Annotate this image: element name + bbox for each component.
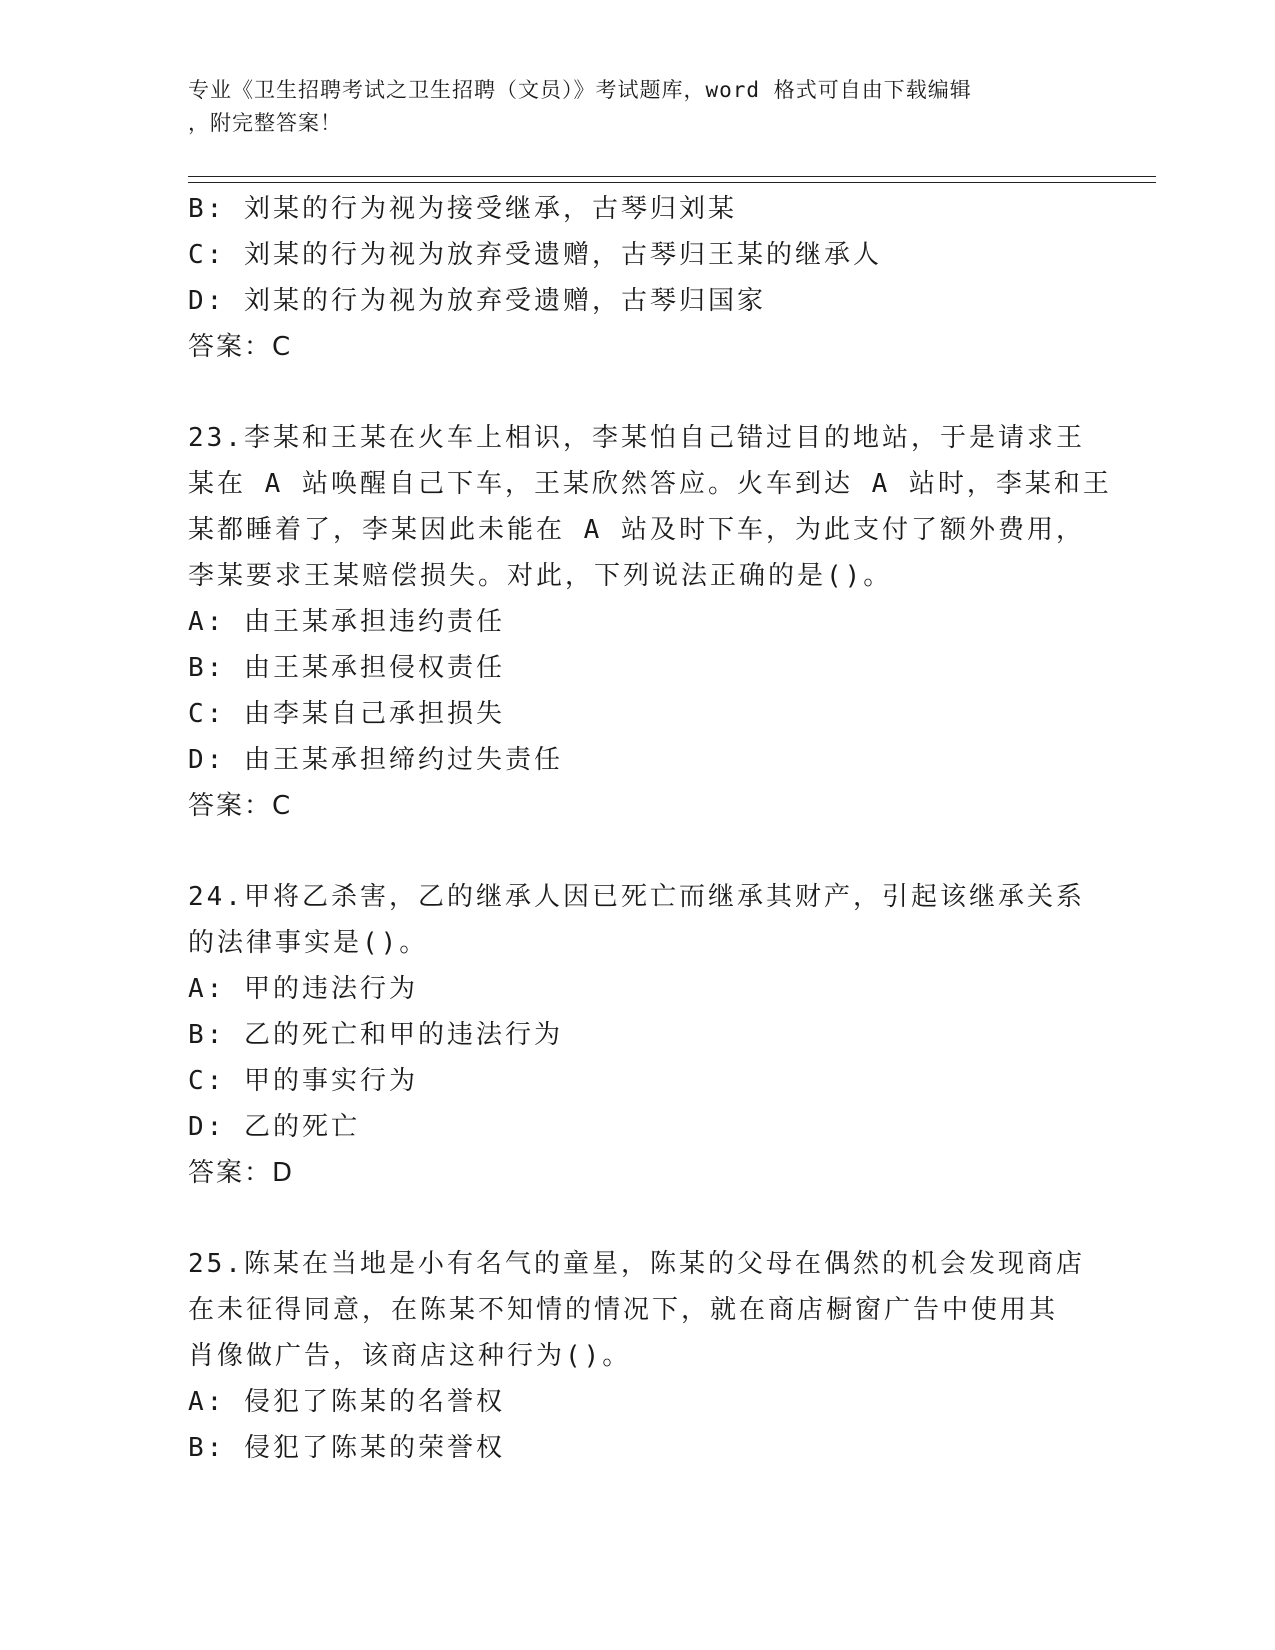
header-rule-bottom (188, 182, 1156, 183)
question-stem-line: 的法律事实是()。 (188, 928, 429, 958)
question-stem-line: 在未征得同意，在陈某不知情的情况下，就在商店橱窗广告中使用其 (188, 1295, 1059, 1325)
question-stem-line: 某在 A 站唤醒自己下车，王某欣然答应。火车到达 A 站时，李某和王 (188, 469, 1112, 499)
option-a: A: 侵犯了陈某的名誉权 (188, 1387, 505, 1417)
option-d: D: 刘某的行为视为放弃受遗赠，古琴归国家 (188, 286, 766, 316)
option-d: D: 乙的死亡 (188, 1112, 360, 1142)
question-list (188, 186, 1112, 1471)
header-title-line-2: ，附完整答案！ (188, 111, 342, 135)
document-header (188, 74, 1068, 140)
answer-line: 答案：C (188, 332, 293, 362)
option-b: B: 刘某的行为视为接受继承，古琴归刘某 (188, 194, 737, 224)
option-c: C: 甲的事实行为 (188, 1066, 418, 1096)
option-a: A: 由王某承担违约责任 (188, 607, 505, 637)
header-rule-top (188, 176, 1156, 177)
question-25 (188, 1241, 1088, 1471)
option-a: A: 甲的违法行为 (188, 974, 418, 1004)
option-b: B: 由王某承担侵权责任 (188, 653, 505, 683)
question-24 (188, 874, 1088, 1196)
option-d: D: 由王某承担缔约过失责任 (188, 745, 563, 775)
option-b: B: 侵犯了陈某的荣誉权 (188, 1433, 505, 1463)
question-stem-line: 23.李某和王某在火车上相识，李某怕自己错过目的地站，于是请求王 (188, 423, 1085, 453)
header-title-line-1: 专业《卫生招聘考试之卫生招聘（文员）》考试题库，word 格式可自由下载编辑 (188, 78, 972, 102)
question-stem-line: 24.甲将乙杀害，乙的继承人因已死亡而继承其财产，引起该继承关系 (188, 882, 1085, 912)
option-b: B: 乙的死亡和甲的违法行为 (188, 1020, 563, 1050)
question-gap (188, 370, 1088, 415)
question-stem-line: 李某要求王某赔偿损失。对此，下列说法正确的是()。 (188, 561, 893, 591)
question-22-tail (188, 186, 1088, 370)
answer-line: 答案：C (188, 791, 293, 821)
answer-line: 答案：D (188, 1158, 295, 1188)
question-gap (188, 1196, 1088, 1241)
option-c: C: 刘某的行为视为放弃受遗赠，古琴归王某的继承人 (188, 240, 882, 270)
question-stem-line: 某都睡着了，李某因此未能在 A 站及时下车，为此支付了额外费用， (188, 515, 1085, 545)
question-23 (188, 415, 1112, 829)
question-gap (188, 829, 1088, 874)
option-c: C: 由李某自己承担损失 (188, 699, 505, 729)
question-stem-line: 25.陈某在当地是小有名气的童星，陈某的父母在偶然的机会发现商店 (188, 1249, 1085, 1279)
question-stem-line: 肖像做广告，该商店这种行为()。 (188, 1341, 632, 1371)
